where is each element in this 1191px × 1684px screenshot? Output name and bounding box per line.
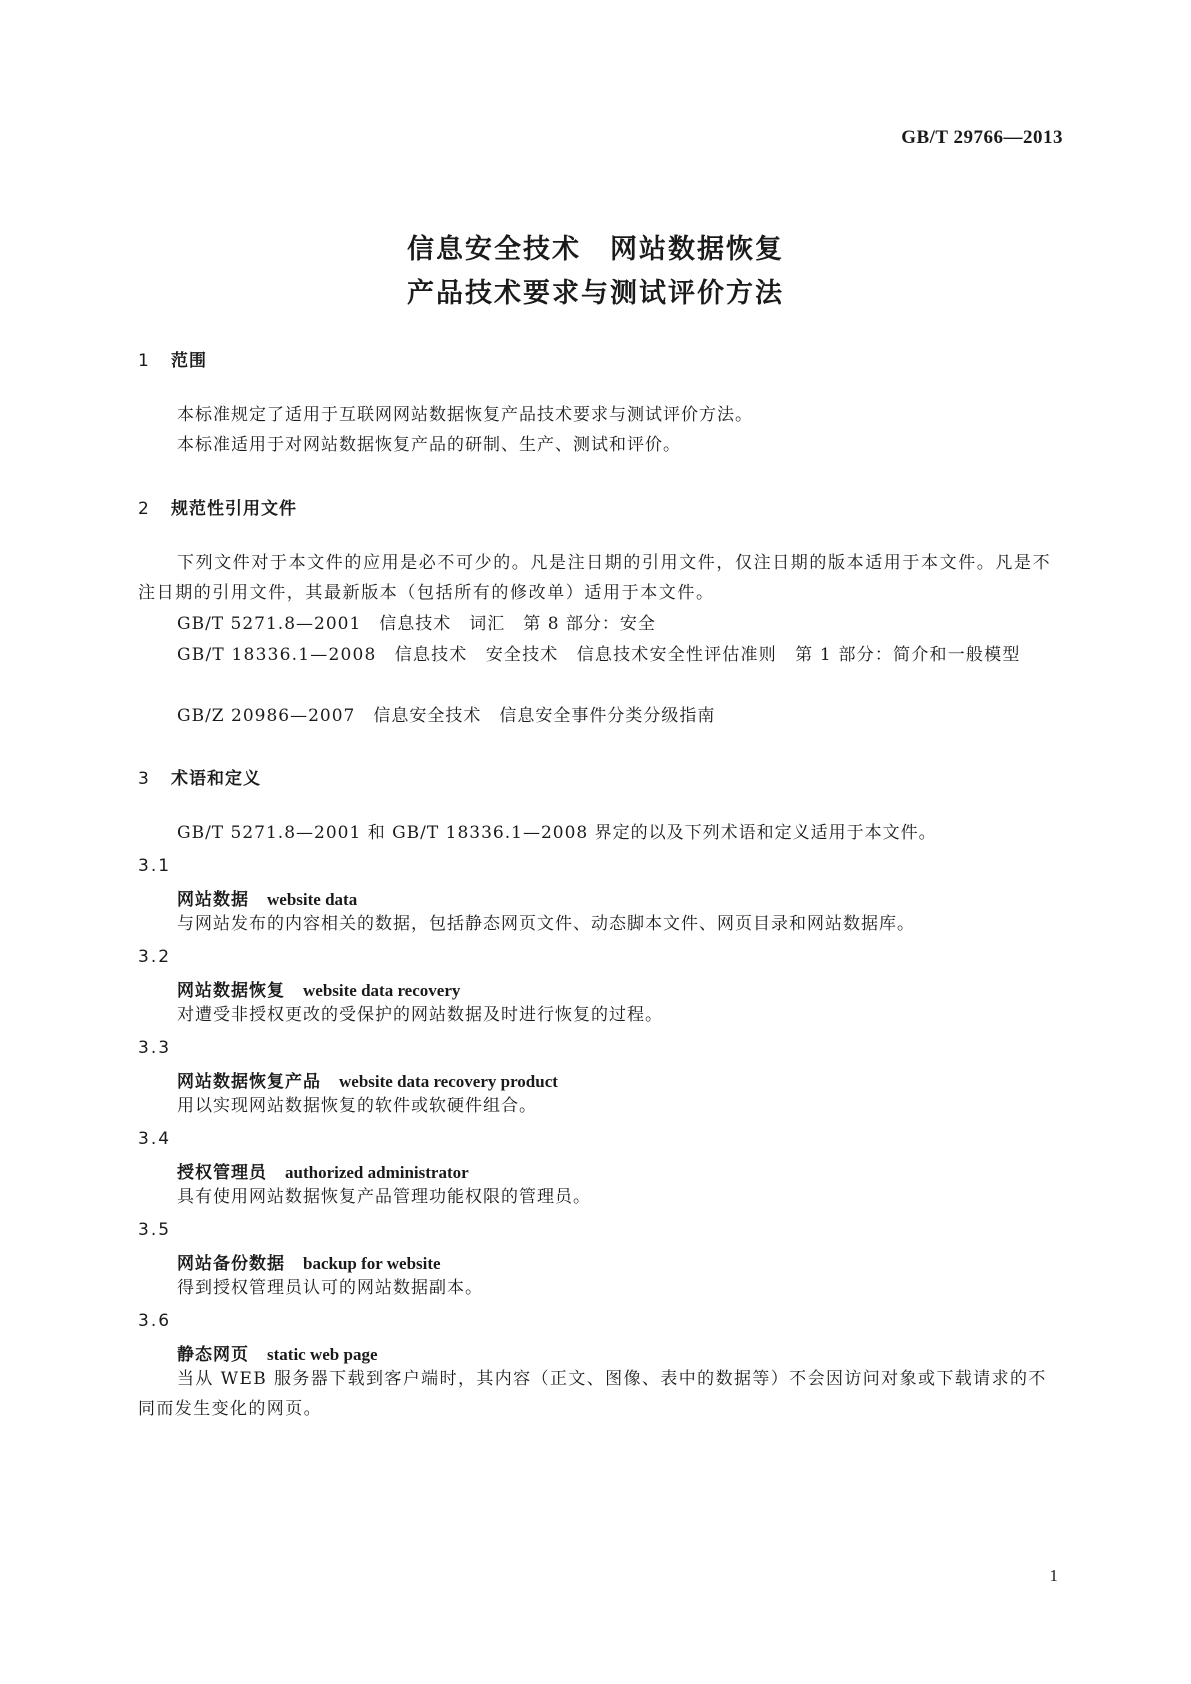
term-zh: 网站数据恢复产品	[177, 1072, 321, 1092]
section-3-intro: GB/T 5271.8—2001 和 GB/T 18336.1—2008 界定的以及下列术语和定义适用于本文件。	[177, 823, 937, 843]
normative-reference-1: GB/T 5271.8—2001 信息技术 词汇 第 8 部分：安全	[177, 614, 656, 634]
term-definition: 得到授权管理员认可的网站数据副本。	[177, 1278, 483, 1298]
term-heading	[177, 885, 357, 910]
term-zh: 静态网页	[177, 1345, 249, 1365]
section-3-heading	[138, 764, 261, 789]
document-title	[0, 228, 1191, 316]
title-line-1: 信息安全技术 网站数据恢复	[407, 234, 784, 265]
section-1-title: 范围	[171, 351, 207, 371]
term-number: 3.2	[138, 947, 172, 967]
section-2-heading	[138, 494, 297, 519]
term-number: 3.4	[138, 1129, 172, 1149]
term-number: 3.6	[138, 1311, 172, 1331]
term-en: website data recovery	[303, 981, 461, 1000]
term-number: 3.5	[138, 1220, 172, 1240]
term-number: 3.3	[138, 1038, 172, 1058]
section-2-title: 规范性引用文件	[171, 499, 297, 519]
term-zh: 网站数据恢复	[177, 981, 285, 1001]
section-1-heading	[138, 346, 207, 371]
term-definition: 对遭受非授权更改的受保护的网站数据及时进行恢复的过程。	[177, 1005, 663, 1025]
term-en: authorized administrator	[285, 1163, 469, 1182]
term-en: website data	[267, 890, 358, 909]
normative-reference-2: GB/T 18336.1—2008 信息技术 安全技术 信息技术安全性评估准则 第 1 部分：简介和一般模型	[177, 645, 1021, 665]
term-zh: 网站数据	[177, 890, 249, 910]
section-3-number: 3	[138, 769, 150, 789]
term-en: website data recovery product	[339, 1072, 558, 1091]
term-zh: 网站备份数据	[177, 1254, 285, 1274]
term-number: 3.1	[138, 856, 172, 876]
title-line-2: 产品技术要求与测试评价方法	[407, 278, 784, 309]
term-heading	[177, 1340, 377, 1365]
section-2-number: 2	[138, 499, 150, 519]
term-definition: 当从 WEB 服务器下载到客户端时，其内容（正文、图像、表中的数据等）不会因访问对象或下载请求的不同而发生变化的网页。	[138, 1369, 1047, 1419]
term-en: static web page	[267, 1345, 378, 1364]
term-heading	[177, 1158, 469, 1183]
term-definition: 用以实现网站数据恢复的软件或软硬件组合。	[177, 1096, 537, 1116]
term-heading	[177, 1249, 441, 1274]
term-definition: 与网站发布的内容相关的数据，包括静态网页文件、动态脚本文件、网页目录和网站数据库。	[177, 914, 915, 934]
section-1-para-1: 本标准规定了适用于互联网网站数据恢复产品技术要求与测试评价方法。	[177, 405, 753, 425]
section-1-para-2: 本标准适用于对网站数据恢复产品的研制、生产、测试和评价。	[177, 435, 681, 455]
standard-code: GB/T 29766—2013	[901, 127, 1063, 148]
section-3-title: 术语和定义	[171, 769, 261, 789]
term-definition: 具有使用网站数据恢复产品管理功能权限的管理员。	[177, 1187, 591, 1207]
normative-reference-3: GB/Z 20986—2007 信息安全技术 信息安全事件分类分级指南	[177, 706, 716, 726]
term-heading	[177, 976, 460, 1001]
term-en: backup for website	[303, 1254, 441, 1273]
section-1-number: 1	[138, 351, 150, 371]
section-2-para-1: 下列文件对于本文件的应用是必不可少的。凡是注日期的引用文件，仅注日期的版本适用于本文件。凡是不注日期的引用文件，其最新版本（包括所有的修改单）适用于本文件。	[138, 553, 1052, 603]
term-heading	[177, 1067, 558, 1092]
page-number: 1	[1049, 1566, 1058, 1585]
term-zh: 授权管理员	[177, 1163, 267, 1183]
